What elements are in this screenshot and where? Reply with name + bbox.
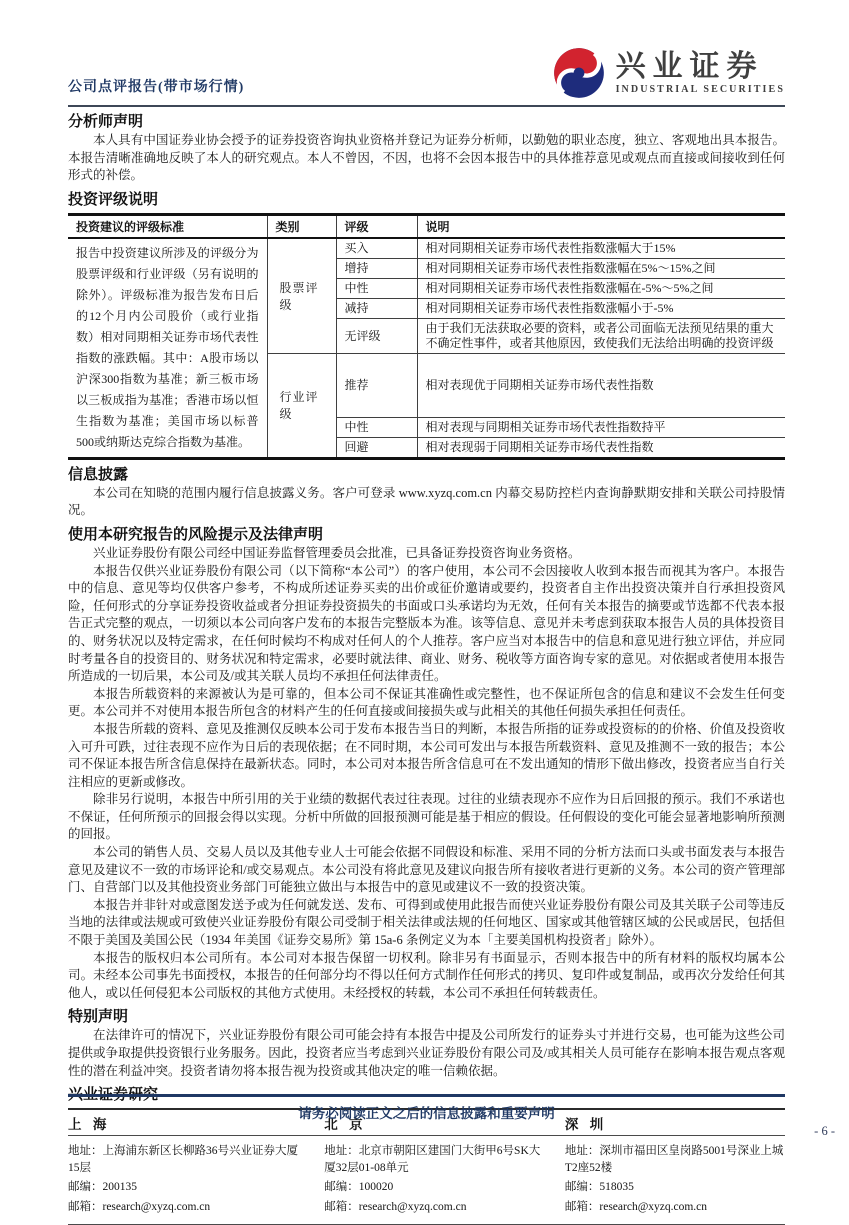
col-header-criteria: 投资建议的评级标准 (68, 214, 267, 238)
office-zip: 邮编：200135 (68, 1181, 137, 1194)
office-address: 地址：深圳市福田区皇岗路5001号深业上城T2座52楼 (564, 1145, 784, 1174)
legal-paragraph: 本报告所载资料的来源被认为是可靠的，但本公司不保证其准确性或完整性，也不保证所包含的信息和建议不会发生任何变更。本公司并不对使用本报告所包含的材料产生的任何直接或间接损失或与此相关的其他任何损失承担任何责任。 (68, 686, 785, 719)
brand-name-en: INDUSTRIAL SECURITIES (615, 84, 785, 96)
office-zip: 邮编：100020 (324, 1181, 394, 1194)
office-email: 邮箱：research@xyzq.com.cn (324, 1200, 467, 1213)
rating-cell: 增持 (336, 258, 417, 278)
brand-block (552, 46, 785, 100)
disclosure-body: 本公司在知晓的范围内履行信息披露义务。客户可登录 www.xyzq.com.cn 内幕交易防控栏内查询静默期安排和关联公司持股情况。 (68, 485, 785, 518)
disclosure-title: 信息披露 (68, 466, 129, 483)
analyst-statement-title: 分析师声明 (68, 114, 144, 130)
rating-desc-cell: 相对同期相关证券市场代表性指数涨幅在-5%～5%之间 (417, 278, 785, 298)
table-row (68, 238, 785, 259)
rating-desc-cell: 相对同期相关证券市场代表性指数涨幅大于15% (417, 238, 785, 259)
rating-desc-cell: 由于我们无法获取必要的资料，或者公司面临无法预见结果的重大不确定性事件，或者其他原因，致使我们无法给出明确的投资评级 (417, 318, 785, 353)
rating-cell: 减持 (336, 298, 417, 318)
office-shanghai (68, 1140, 308, 1218)
rating-table (68, 213, 785, 460)
special-statement-body: 在法律许可的情况下，兴业证券股份有限公司可能会持有本报告中提及公司所发行的证券头寸并进行交易，也可能为这些公司提供或争取提供投资银行业务服务。因此，投资者应当考虑到兴业证券股份有限公司及/或其相关人员可能存在影响本报告观点客观性的潜在利益冲突。投资者请勿将本报告视为投资或其他决定的唯一信赖依据。 (68, 1028, 785, 1078)
rating-desc-cell: 相对表现与同期相关证券市场代表性指数持平 (417, 417, 785, 437)
col-header-category: 类别 (267, 214, 336, 238)
office-zip: 邮编：518035 (564, 1181, 634, 1194)
legal-title: 使用本研究报告的风险提示及法律声明 (68, 526, 324, 543)
rating-desc-cell: 相对同期相关证券市场代表性指数涨幅小于-5% (417, 298, 785, 318)
rating-desc-cell: 相对同期相关证券市场代表性指数涨幅在5%～15%之间 (417, 258, 785, 278)
legal-paragraph: 兴业证券股份有限公司经中国证券监督管理委员会批准，已具备证券投资咨询业务资格。 (93, 545, 581, 560)
page-header (68, 46, 785, 100)
office-address: 地址：北京市朝阳区建国门大街甲6号SK大厦32层01-08单元 (324, 1145, 541, 1174)
brand-text (616, 51, 785, 96)
swirl-logo-icon (552, 46, 606, 100)
rating-cell: 买入 (336, 238, 417, 259)
brand-name-cn: 兴业证券 (615, 49, 764, 83)
rating-cell: 回避 (336, 437, 417, 458)
office-beijing (324, 1140, 549, 1218)
special-statement-title: 特别声明 (68, 1009, 129, 1026)
rating-desc-cell: 相对表现优于同期相关证券市场代表性指数 (417, 353, 785, 417)
office-city-beijing: 北 京 (324, 1117, 367, 1133)
office-shenzhen (565, 1140, 785, 1218)
category-stock: 股票评级 (267, 238, 336, 354)
office-address: 地址：上海浦东新区长柳路36号兴业证券大厦15层 (68, 1145, 298, 1174)
rating-desc-cell: 相对表现弱于同期相关证券市场代表性指数 (417, 437, 785, 458)
office-details-row (68, 1136, 785, 1224)
analyst-statement-body: 本人具有中国证券业协会授予的证券投资咨询执业资格并登记为证券分析师，以勤勉的职业态度，独立、客观地出具本报告。本报告清晰准确地反映了本人的研究观点。本人不曾因，不因，也将不会因本报告中的具体推荐意见或观点而直接或间接收到任何形式的补偿。 (68, 133, 785, 183)
office-email: 邮箱：research@xyzq.com.cn (564, 1200, 708, 1213)
legal-paragraph: 本报告仅供兴业证券股份有限公司（以下简称“本公司”）的客户使用，本公司不会因接收人收到本报告而视其为客户。本报告中的信息、意见等均仅供客户参考，不构成所述证券买卖的出价或征价邀请或要约，投资者自主作出投资决策并自行承担投资风险，任何形式的分享证券投资收益或者分担证券投资损失的书面或口头承诺均为无效，任何有关本报告的摘要或节选都不代表本报告正式完整的观点，一切须以本公司向客户发布的本报告完整版本为准。该等信息、意见并未考虑到获取本报告人员的具体投资目的、财务状况以及特定需求，在任何时候均不构成对任何人的个人推荐。客户应当对本报告中的信息和意见进行独立评估，并应同时考量各自的投资目的、财务状况和特定需求，必要时就法律、商业、财务、税收等方面咨询专家的意见。对依据或者使用本报告所造成的一切后果，本公司及/或其关联人员均不承担任何法律责任。 (68, 563, 785, 684)
rating-cell: 中性 (336, 417, 417, 437)
rating-cell: 推荐 (336, 353, 417, 417)
research-title: 兴业证券研究 (68, 1087, 159, 1104)
legal-paragraph: 除非另行说明，本报告中所引用的关于业绩的数据代表过往表现。过往的业绩表现亦不应作为日后回报的预示。我们不承诺也不保证，任何所预示的回报会得以实现。分析中所做的回报预测可能是基于相应的假设。任何假设的变化可能会显著地影响所预测的回报。 (68, 792, 785, 842)
legal-paragraph: 本报告并非针对或意图发送予或为任何就发送、发布、可得到或使用此报告而使兴业证券股份有限公司及其关联子公司等违反当地的法律或法规或可致使兴业证券股份有限公司受制于相关法律或法规的任何地区、国家或其他管辖区域的公民或居民，包括但不限于美国及美国公民（1934 年美国《证券交易所》第 15a-6 条例定义为本「主要美国机构投资者」除外）。 (68, 897, 785, 948)
legal-paragraph: 本报告所载的资料、意见及推测仅反映本公司于发布本报告当日的判断，本报告所指的证券或投资标的的价格、价值及投资收入可升可跌，过往表现不应作为日后的表现依据；在不同时期，本公司可发出与本报告所载资料、意见及推测不一致的报告；本公司不保证本报告所含信息保持在最新状态。同时，本公司对本报告所含信息可在不发出通知的情形下做出修改，投资者应当自行关注相应的更新或修改。 (68, 721, 785, 789)
rating-criteria-cell: 报告中投资建议所涉及的评级分为股票评级和行业评级（另有说明的除外）。评级标准为报告发布日后的12个月内公司股价（或行业指数）相对同期相关证券市场代表性指数的涨跌幅。其中：A股市场以沪深300指数为基准；新三板市场以三板成指为基准；香港市场以恒生指数为基准；美国市场以标普500或纳斯达克综合指数为基准。 (68, 238, 267, 459)
rating-explanation-title: 投资评级说明 (68, 191, 159, 208)
page-number: - 6 - (814, 1124, 835, 1138)
col-header-description: 说明 (417, 214, 785, 238)
legal-paragraph: 本公司的销售人员、交易人员以及其他专业人士可能会依据不同假设和标准、采用不同的分析方法而口头或书面发表与本报告意见及建议不一致的市场评论和/或交易观点。本公司没有将此意见及建议向报告所有接收者进行更新的义务。本公司的资产管理部门、自营部门以及其他投资业务部门可能独立做出与本报告中的意见或建议不一致的投资决策。 (68, 845, 785, 895)
report-type-label: 公司点评报告(带市场行情) (68, 80, 245, 95)
office-email: 邮箱：research@xyzq.com.cn (68, 1200, 211, 1213)
header-rule (68, 105, 785, 107)
footer-notice: 请务必阅读正文之后的信息披露和重要声明 (298, 1106, 555, 1121)
category-industry: 行业评级 (267, 353, 336, 458)
rating-cell: 无评级 (336, 318, 417, 353)
rating-cell: 中性 (336, 278, 417, 298)
legal-paragraph: 本报告的版权归本公司所有。本公司对本报告保留一切权利。除非另有书面显示，否则本报告中的所有材料的版权均属本公司。未经本公司事先书面授权，本报告的任何部分均不得以任何方式制作任何形式的拷贝、复印件或复制品，或再次分发给任何其他人，或以任何侵犯本公司版权的其他方式使用。未经授权的转载，本公司不承担任何转载责任。 (68, 950, 785, 1000)
footer-rule (68, 1094, 785, 1097)
office-city-shenzhen: 深 圳 (564, 1117, 608, 1133)
rating-table-header-row (68, 214, 785, 238)
col-header-rating: 评级 (336, 214, 417, 238)
office-city-shanghai: 上 海 (68, 1117, 111, 1133)
